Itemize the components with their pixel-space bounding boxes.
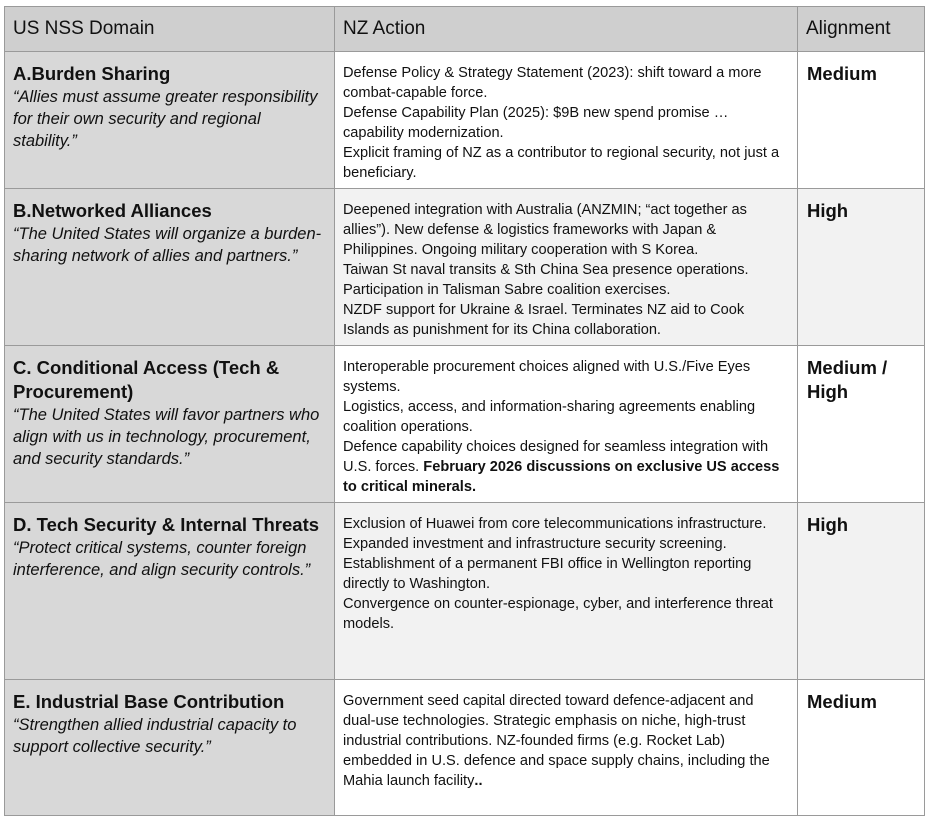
domain-cell <box>5 189 335 346</box>
action-item: Defense Policy & Strategy Statement (2023): shift toward a more combat-capable force. <box>343 65 762 101</box>
alignment-value: High <box>807 200 849 221</box>
action-cell <box>335 346 798 503</box>
action-item: Establishment of a permanent FBI office in Wellington reporting directly to Washington. <box>343 556 752 592</box>
alignment-value: High <box>807 514 849 535</box>
alignment-cell <box>798 503 925 680</box>
header-row <box>5 7 925 52</box>
domain-quote: “Strengthen allied industrial capacity to support collective security.” <box>13 716 297 756</box>
action-cell <box>335 52 798 189</box>
domain-quote: “Protect critical systems, counter foreign interference, and align security controls.” <box>13 539 311 579</box>
domain-quote: “The United States will organize a burden-sharing network of allies and partners.” <box>13 225 322 265</box>
table-row <box>5 346 925 503</box>
action-item: Taiwan St naval transits & Sth China Sea presence operations. <box>343 262 749 278</box>
action-item: Participation in Talisman Sabre coalition exercises. <box>343 282 671 298</box>
action-item: Interoperable procurement choices aligned with U.S./Five Eyes systems. <box>343 359 751 395</box>
header-alignment: Alignment <box>798 7 925 52</box>
alignment-value: Medium <box>807 63 877 84</box>
domain-cell <box>5 503 335 680</box>
alignment-cell <box>798 680 925 816</box>
action-cell <box>335 503 798 680</box>
table-row <box>5 680 925 816</box>
table-row <box>5 52 925 189</box>
action-cell <box>335 189 798 346</box>
table-row <box>5 189 925 346</box>
action-text: Defence capability choices designed for seamless integration with U.S. forces. <box>343 439 769 475</box>
domain-quote: “Allies must assume greater responsibility for their own security and regional stability.” <box>13 88 318 150</box>
alignment-value: Medium / High <box>807 357 888 402</box>
domain-quote: “The United States will favor partners who align with us in technology, procurement, and security standards.” <box>13 406 320 468</box>
action-item: Expanded investment and infrastructure security screening. <box>343 536 727 552</box>
action-item <box>343 691 789 791</box>
action-item: Defense Capability Plan (2025): $9B new spend promise … capability modernization. <box>343 105 729 141</box>
header-nz-action: NZ Action <box>335 7 798 52</box>
alignment-cell <box>798 346 925 503</box>
domain-title: D. Tech Security & Internal Threats <box>13 514 320 535</box>
alignment-cell <box>798 52 925 189</box>
header-us-nss-domain: US NSS Domain <box>5 7 335 52</box>
action-item: Convergence on counter-espionage, cyber, and interference threat models. <box>343 596 773 632</box>
domain-cell <box>5 52 335 189</box>
action-text: Government seed capital directed toward defence-adjacent and dual-use technologies. Strategic emphasis on niche, high-trust industrial contributions. NZ-founded firms (e.g. Rocket Lab) embedded in U.S. defence and space supply chains, including the Mahia launch facility <box>343 693 770 789</box>
action-item: NZDF support for Ukraine & Israel. Terminates NZ aid to Cook Islands as punishment for its China collaboration. <box>343 302 745 338</box>
action-item: Exclusion of Huawei from core telecommunications infrastructure. <box>343 516 767 532</box>
action-emphasis: February 2026 discussions on exclusive US access to critical minerals. <box>343 459 780 495</box>
domain-title: B.Networked Alliances <box>13 200 212 221</box>
alignment-cell <box>798 189 925 346</box>
action-cell <box>335 680 798 816</box>
action-item: Explicit framing of NZ as a contributor to regional security, not just a beneficiary. <box>343 145 780 181</box>
domain-cell <box>5 346 335 503</box>
action-item <box>343 437 789 497</box>
action-item: Logistics, access, and information-sharing agreements enabling coalition operations. <box>343 399 756 435</box>
domain-title: A.Burden Sharing <box>13 63 171 84</box>
domain-title: E. Industrial Base Contribution <box>13 691 285 712</box>
table-row <box>5 503 925 680</box>
action-emphasis: .. <box>474 773 483 789</box>
alignment-value: Medium <box>807 691 877 712</box>
action-item: Deepened integration with Australia (ANZMIN; “act together as allies”). New defense & logistics frameworks with Japan & Philippines. Ongoing military cooperation with S Korea. <box>343 202 747 258</box>
domain-title: C. Conditional Access (Tech & Procurement) <box>13 357 280 402</box>
alignment-table <box>4 6 925 816</box>
domain-cell <box>5 680 335 816</box>
